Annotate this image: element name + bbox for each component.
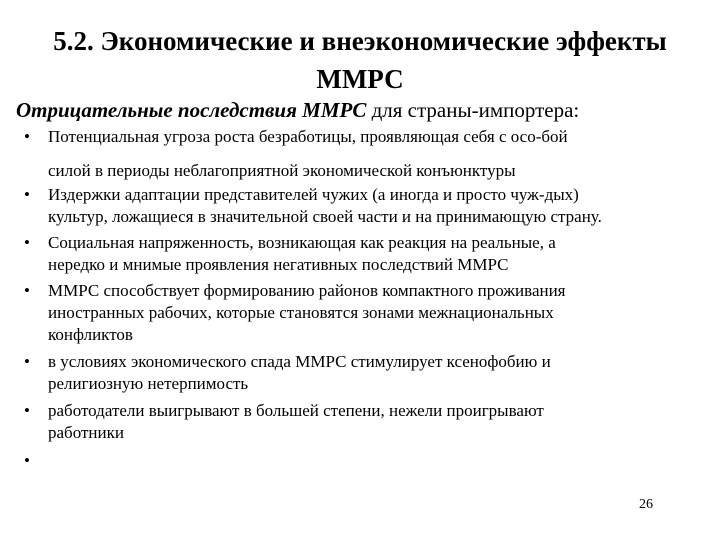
bullet-icon: •: [24, 185, 30, 204]
subtitle-text: для страны-импортера:: [366, 98, 580, 122]
bullet-6-line-2: работники: [48, 423, 124, 442]
bullet-icon: •: [24, 127, 30, 146]
bullet-item-3: [20, 232, 710, 276]
bullet-item-2: [20, 184, 710, 228]
subtitle-emphasis: Отрицательные последствия ММРС: [16, 98, 367, 122]
bullet-5-line-1: в условиях экономического спада ММРС стимулирует ксенофобию и: [48, 352, 551, 371]
bullet-item-5: [20, 351, 710, 395]
bullet-5-line-2: религиозную нетерпимость: [48, 374, 249, 393]
bullet-item-1: [20, 126, 710, 182]
bullet-list: [20, 126, 710, 470]
bullet-6-line-1: работодатели выигрывают в большей степени, нежели проигрывают: [48, 401, 544, 420]
page-number: 26: [639, 497, 653, 512]
bullet-4-line-1: ММРС способствует формированию районов компактного проживания: [48, 281, 566, 300]
bullet-icon: •: [24, 352, 30, 371]
bullet-4-line-3: конфликтов: [48, 325, 133, 344]
bullet-2-line-1: Издержки адаптации представителей чужих (а иногда и просто чуж-дых): [48, 185, 579, 204]
bullet-icon: •: [24, 281, 30, 300]
bullet-2-line-2: культур, ложащиеся в значительной своей части и на принимающую страну.: [48, 207, 602, 226]
bullet-icon: •: [24, 451, 30, 470]
slide-title-line-2: ММРС: [316, 64, 404, 94]
bullet-3-line-2: нередко и мнимые проявления негативных последствий ММРС: [48, 255, 509, 274]
bullet-item-4: [20, 280, 710, 346]
bullet-1-line-1: Потенциальная угроза роста безработицы, проявляющая себя с осо-бой: [48, 127, 568, 146]
slide-title: [0, 22, 720, 98]
bullet-1-line-2: силой в периоды неблагоприятной экономической конъюнктуры: [48, 161, 516, 180]
bullet-4-line-2: иностранных рабочих, которые становятся зонами межнациональных: [48, 303, 554, 322]
bullet-item-6: [20, 400, 710, 444]
slide-title-line-1: 5.2. Экономические и внеэкономические эффекты: [53, 26, 667, 56]
bullet-icon: •: [24, 401, 30, 420]
slide-subtitle: [16, 97, 716, 123]
bullet-icon: •: [24, 233, 30, 252]
bullet-3-line-1: Социальная напряженность, возникающая как реакция на реальные, а: [48, 233, 556, 252]
